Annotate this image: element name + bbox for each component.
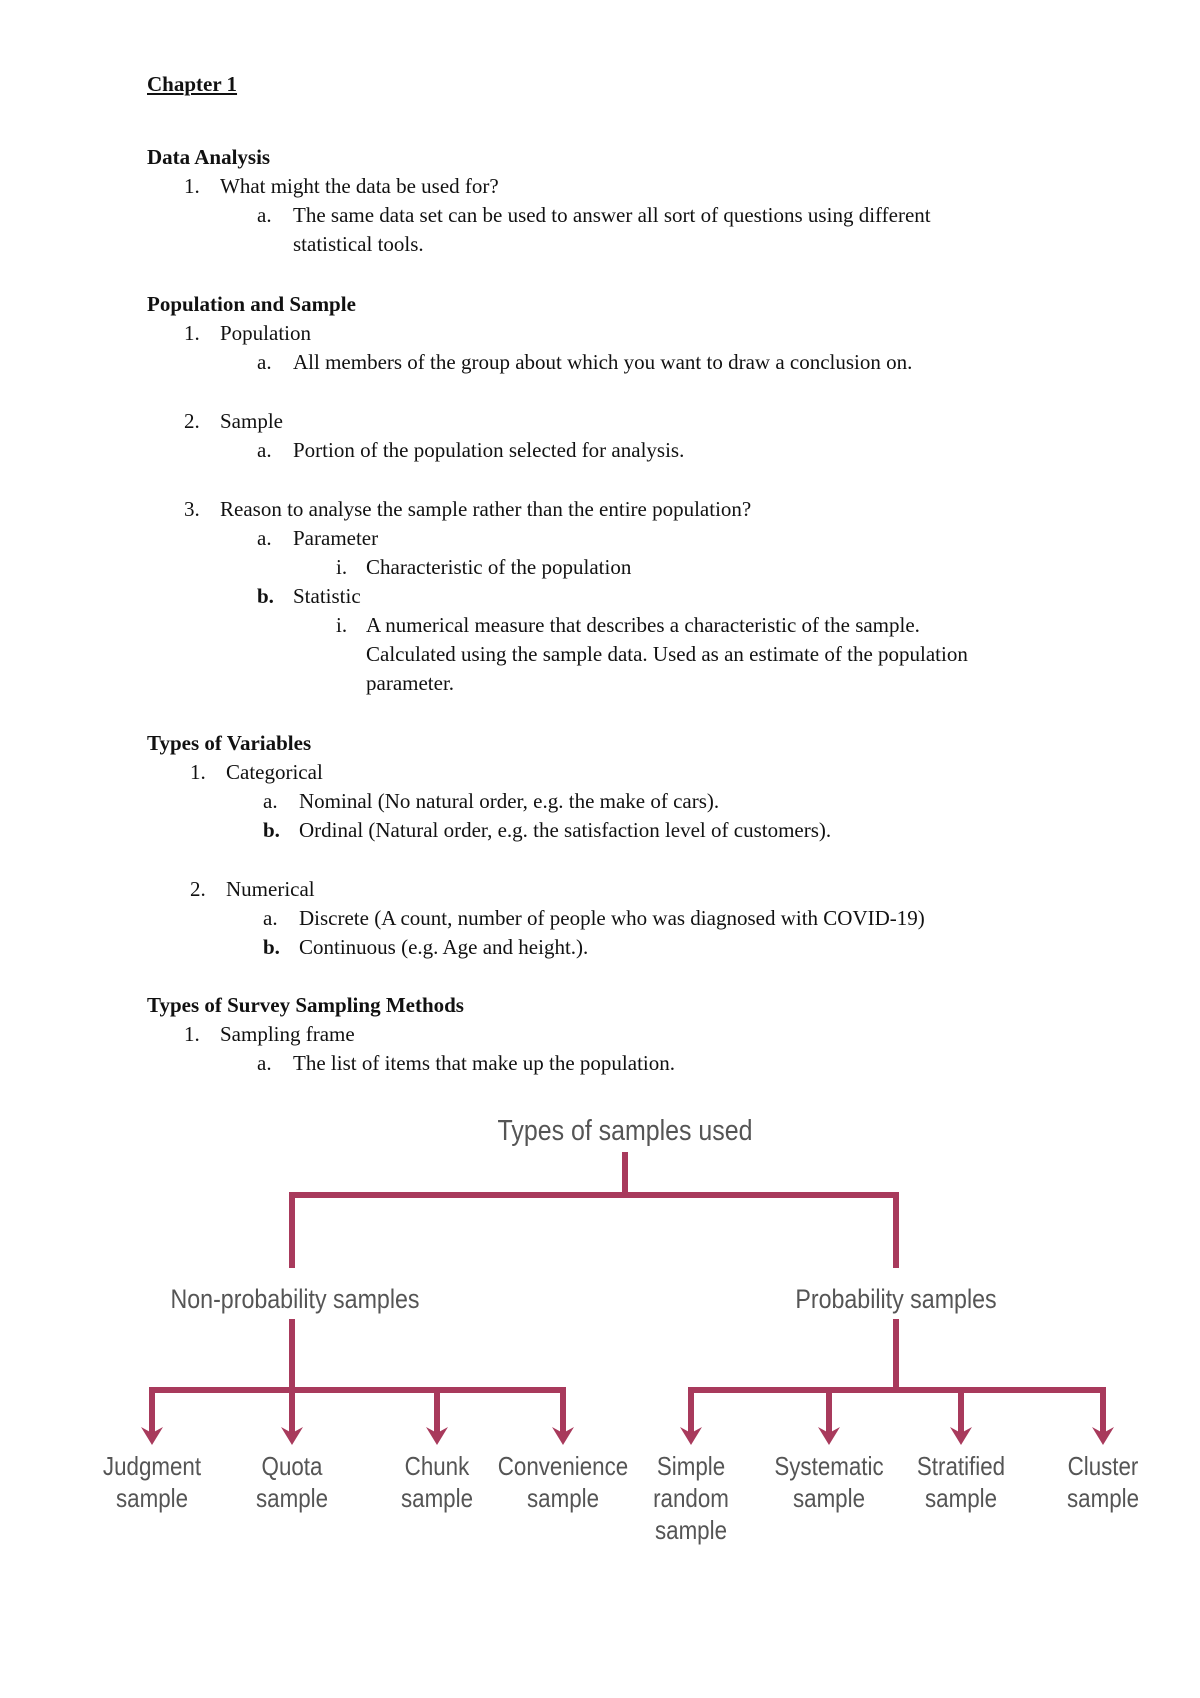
- diagram-root-label: Types of samples used: [497, 1114, 753, 1147]
- diagram-leaf-label: Quota: [261, 1452, 323, 1482]
- list-subitem: Nominal (No natural order, e.g. the make of cars).: [299, 789, 720, 813]
- list-letter: a.: [257, 1051, 272, 1075]
- list-letter: b.: [257, 584, 274, 608]
- list-item: Population: [220, 321, 312, 345]
- diagram-leaf-label: sample: [115, 1484, 189, 1514]
- diagram-leaf-label: sample: [255, 1484, 329, 1514]
- list-number: 2.: [184, 409, 200, 433]
- diagram-leaf-label: Simple: [656, 1452, 726, 1482]
- diagram-leaf-label: Stratified: [916, 1452, 1006, 1482]
- list-letter: b.: [263, 935, 280, 959]
- list-letter: a.: [263, 789, 278, 813]
- list-number: 1.: [184, 321, 200, 345]
- diagram-leaf-label: Convenience: [497, 1452, 629, 1482]
- list-item: What might the data be used for?: [220, 174, 499, 198]
- diagram-leaf-label: sample: [1066, 1484, 1140, 1514]
- list-number: 2.: [190, 877, 206, 901]
- list-number: 1.: [184, 174, 200, 198]
- list-letter: a.: [257, 526, 272, 550]
- list-letter: a.: [257, 350, 272, 374]
- diagram-leaf-label: Judgment: [102, 1452, 202, 1482]
- list-subitem: All members of the group about which you want to draw a conclusion on.: [293, 350, 913, 374]
- diagram-labels: [103, 1114, 1139, 1545]
- list-subitem: Parameter: [293, 526, 379, 550]
- diagram-leaf-label: sample: [792, 1484, 866, 1514]
- list-number: 3.: [184, 497, 200, 521]
- heading-survey-sampling: Types of Survey Sampling Methods: [147, 993, 464, 1017]
- list-item: Numerical: [226, 877, 315, 901]
- diagram-leaf-label: sample: [526, 1484, 600, 1514]
- list-subitem: The list of items that make up the population.: [293, 1051, 676, 1075]
- list-roman: i.: [336, 555, 348, 579]
- heading-population-sample: Population and Sample: [147, 292, 356, 316]
- list-subitem: Portion of the population selected for analysis.: [293, 438, 685, 462]
- list-subsubitem-continued: Calculated using the sample data. Used as an estimate of the population: [366, 642, 968, 666]
- list-subitem: Statistic: [293, 584, 361, 608]
- list-item: Sample: [220, 409, 283, 433]
- list-subsubitem: A numerical measure that describes a characteristic of the sample.: [366, 613, 920, 637]
- diagram-leaf-label: sample: [654, 1516, 728, 1546]
- diagram-leaf-label: sample: [400, 1484, 474, 1514]
- diagram-non-probability-label: Non-probability samples: [170, 1284, 420, 1315]
- heading-data-analysis: Data Analysis: [147, 145, 271, 169]
- list-number: 1.: [184, 1022, 200, 1046]
- list-letter: b.: [263, 818, 280, 842]
- list-subitem: Ordinal (Natural order, e.g. the satisfaction level of customers).: [299, 818, 832, 842]
- list-letter: a.: [263, 906, 278, 930]
- diagram-leaf-label: Cluster: [1067, 1452, 1139, 1482]
- list-subsubitem-continued: parameter.: [366, 671, 455, 695]
- list-subsubitem: Characteristic of the population: [366, 555, 632, 579]
- diagram-probability-label: Probability samples: [795, 1284, 997, 1315]
- list-item: Categorical: [226, 760, 323, 784]
- list-number: 1.: [190, 760, 206, 784]
- list-item: Reason to analyse the sample rather than the entire population?: [220, 497, 752, 521]
- list-roman: i.: [336, 613, 348, 637]
- list-letter: a.: [257, 438, 272, 462]
- diagram-leaf-label: random: [653, 1484, 729, 1514]
- chapter-title: Chapter 1: [147, 72, 238, 96]
- list-subitem: The same data set can be used to answer all sort of questions using different: [293, 203, 931, 227]
- diagram-leaf-label: sample: [924, 1484, 998, 1514]
- diagram-leaf-label: Systematic: [774, 1452, 884, 1482]
- heading-types-of-variables: Types of Variables: [147, 731, 312, 755]
- list-subitem: Discrete (A count, number of people who was diagnosed with COVID-19): [299, 906, 925, 930]
- list-subitem: Continuous (e.g. Age and height.).: [299, 935, 589, 959]
- diagram-leaf-label: Chunk: [404, 1452, 470, 1482]
- list-subitem-continued: statistical tools.: [293, 232, 424, 256]
- list-item: Sampling frame: [220, 1022, 355, 1046]
- list-letter: a.: [257, 203, 272, 227]
